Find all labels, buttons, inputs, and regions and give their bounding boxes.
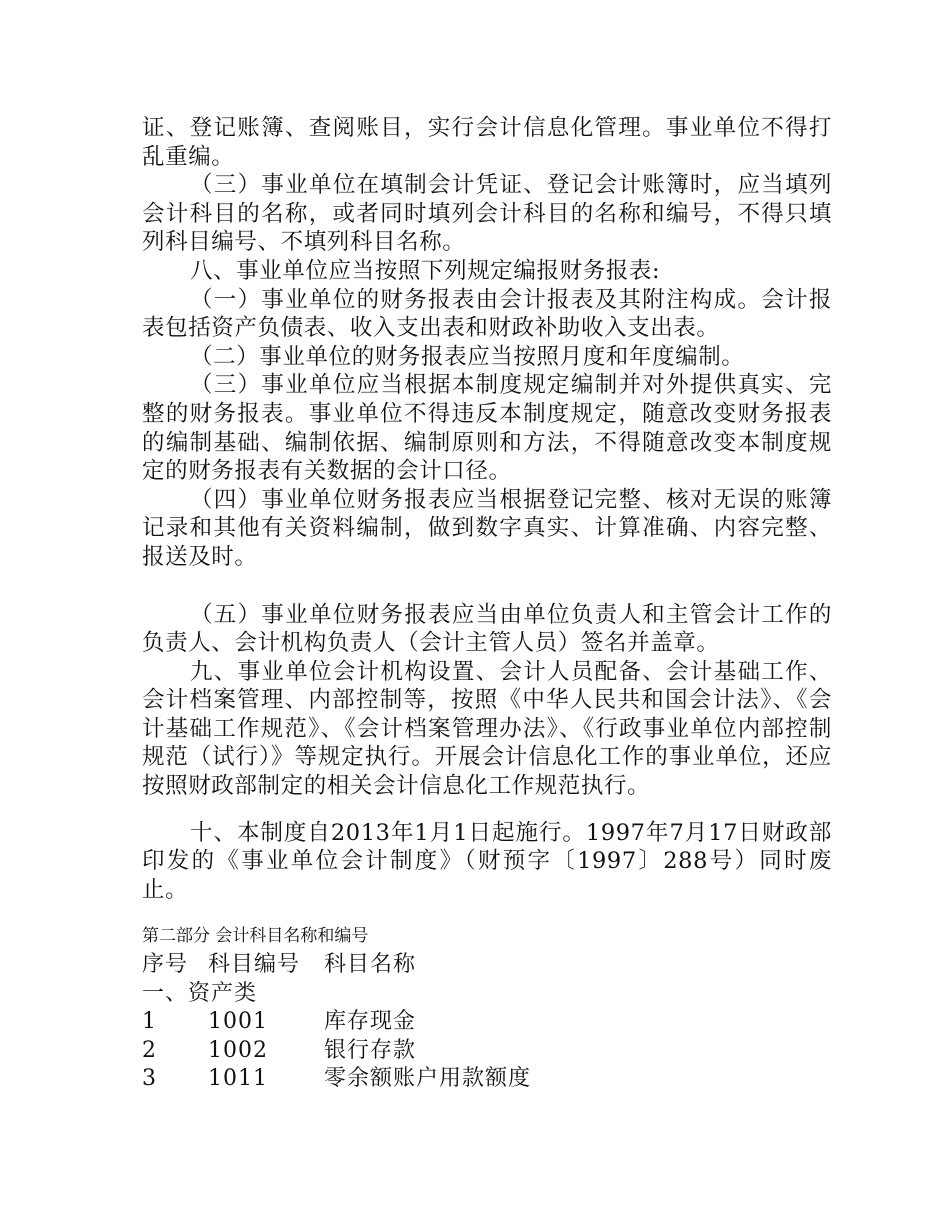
row-name: 零余额账户用款额度 <box>324 1066 532 1091</box>
section-title: 第二部分 会计科目名称和编号 <box>142 926 369 946</box>
paragraph-continuation: 证、登记账簿、查阅账目，实行会计信息化管理。事业单位不得打乱重编。 <box>142 115 832 170</box>
row-seq: 1 <box>142 1009 157 1034</box>
row-name: 库存现金 <box>324 1009 417 1034</box>
paragraph-item-5-signature: （五）事业单位财务报表应当由单位负责人和主管会计工作的负责人、会计机构负责人（会计主管人员）签名并盖章。 <box>142 601 832 657</box>
paragraph-item-3-report-requirements: （三）事业单位应当根据本制度规定编制并对外提供真实、完整的财务报表。事业单位不得违反本制度规定，随意改变财务报表的编制基础、编制依据、编制原则和方法，不得随意改变本制度规定的财务报表有关数据的会计口径。 <box>142 372 832 485</box>
paragraph-item-1-report-composition: （一）事业单位的财务报表由会计报表及其附注构成。会计报表包括资产负债表、收入支出表和财政补助收入支出表。 <box>142 286 832 342</box>
row-code: 1001 <box>208 1009 268 1034</box>
header-seq: 序号 <box>142 952 189 977</box>
category-label: 一、资产类 <box>142 980 258 1006</box>
paragraph-section-9: 九、事业单位会计机构设置、会计人员配备、会计基础工作、会计档案管理、内部控制等，按照《中华人民共和国会计法》、《会计基础工作规范》、《会计档案管理办法》、《行政事业单位内部控制规范（试行）》等规定执行。开展会计信息化工作的事业单位，还应按照财政部制定的相关会计信息化工作规范执行。 <box>142 658 832 800</box>
paragraph-item-4-report-basis: （四）事业单位财务报表应当根据登记完整、核对无误的账簿记录和其他有关资料编制，做到数字真实、计算准确、内容完整、报送及时。 <box>142 486 832 570</box>
table-row <box>142 1037 702 1066</box>
paragraph-item-3-subject-names: （三）事业单位在填制会计凭证、登记会计账簿时，应当填列会计科目的名称，或者同时填列会计科目的名称和编号，不得只填列科目编号、不填列科目名称。 <box>142 172 832 256</box>
account-catalog <box>142 951 702 1094</box>
paragraph-section-8: 八、事业单位应当按照下列规定编报财务报表: <box>190 257 661 284</box>
row-name: 银行存款 <box>324 1037 417 1063</box>
row-code: 1002 <box>208 1037 268 1063</box>
header-code: 科目编号 <box>208 952 301 977</box>
paragraph-section-10: 十、本制度自2013年1月1日起施行。1997年7月17日财政部印发的《事业单位会计制度》（财预字〔1997〕288号）同时废止。 <box>142 819 832 903</box>
row-code: 1011 <box>208 1066 268 1091</box>
paragraph-item-2-report-frequency: （二）事业单位的财务报表应当按照月度和年度编制。 <box>190 343 745 370</box>
table-row <box>142 1008 702 1037</box>
catalog-header-row <box>142 951 702 980</box>
row-seq: 3 <box>142 1066 157 1091</box>
document-body <box>142 114 832 904</box>
header-name: 科目名称 <box>324 952 417 977</box>
table-row <box>142 1065 702 1094</box>
row-seq: 2 <box>142 1037 157 1063</box>
catalog-category <box>142 980 702 1009</box>
